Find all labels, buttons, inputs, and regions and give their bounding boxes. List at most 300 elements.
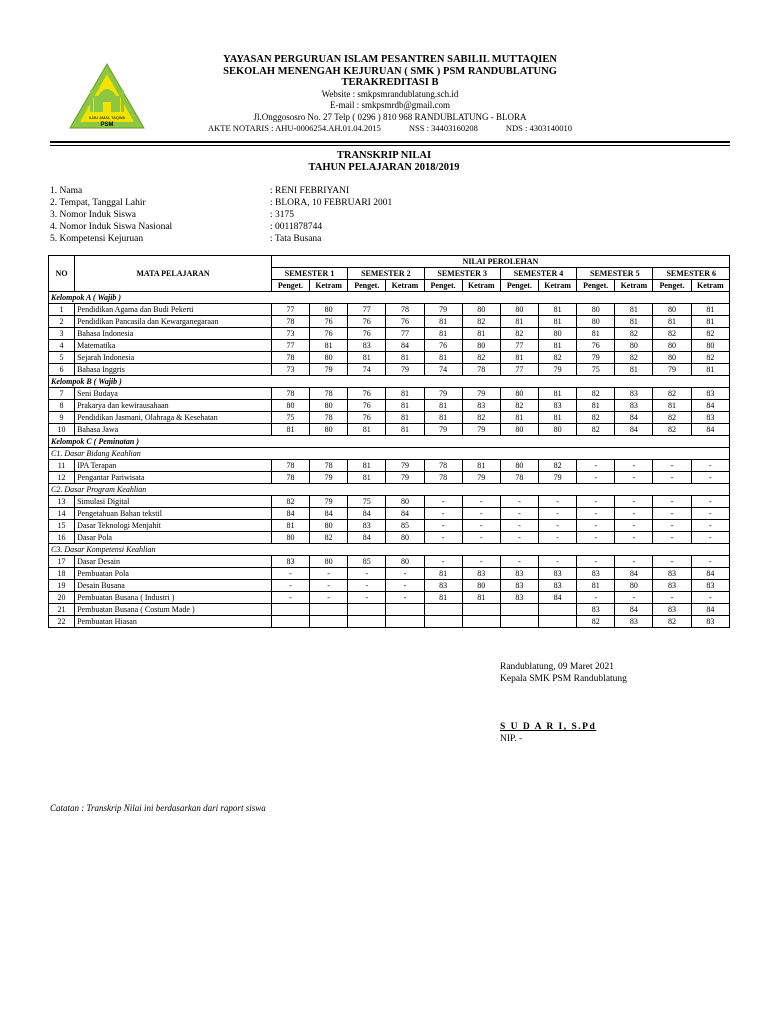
score-cell: 81 (539, 388, 577, 400)
score-cell (310, 616, 348, 628)
score-cell: - (348, 568, 386, 580)
score-cell: 74 (424, 364, 462, 376)
info-label: 2. Tempat, Tanggal Lahir (50, 198, 146, 208)
subject-name: Dasar Teknologi Menjahit (75, 520, 272, 532)
score-cell: - (310, 568, 348, 580)
table-row (49, 568, 730, 580)
score-cell: - (691, 592, 729, 604)
score-cell: - (577, 496, 615, 508)
score-cell: 78 (271, 388, 309, 400)
score-cell: 79 (539, 472, 577, 484)
score-cell (310, 604, 348, 616)
score-cell (424, 616, 462, 628)
score-cell: 83 (424, 580, 462, 592)
row-no: 8 (49, 400, 75, 412)
score-cell: 84 (691, 400, 729, 412)
score-cell: - (691, 532, 729, 544)
subject-name: Pengantar Pariwisata (75, 472, 272, 484)
row-no: 9 (49, 412, 75, 424)
score-cell: 76 (577, 340, 615, 352)
score-cell: 82 (500, 400, 538, 412)
score-cell: 77 (271, 340, 309, 352)
score-cell: 81 (424, 316, 462, 328)
score-cell: 80 (615, 580, 653, 592)
score-cell: 81 (386, 412, 424, 424)
score-cell: 74 (348, 364, 386, 376)
table-row (49, 412, 730, 424)
info-value: : 3175 (270, 210, 295, 220)
score-cell: 81 (539, 316, 577, 328)
score-cell: 84 (615, 424, 653, 436)
score-cell: 84 (386, 508, 424, 520)
score-cell: - (310, 580, 348, 592)
subject-name: Prakarya dan kewirausahaan (75, 400, 272, 412)
score-cell: 76 (310, 328, 348, 340)
score-cell: - (500, 556, 538, 568)
score-cell: 82 (310, 532, 348, 544)
score-cell: - (615, 508, 653, 520)
score-cell: 80 (577, 316, 615, 328)
info-label: 1. Nama (50, 186, 83, 196)
row-no: 17 (49, 556, 75, 568)
score-cell: 81 (691, 304, 729, 316)
score-cell: 80 (310, 304, 348, 316)
score-cell: 81 (310, 340, 348, 352)
score-cell: - (539, 520, 577, 532)
score-cell: 78 (500, 472, 538, 484)
subject-name: Seni Budaya (75, 388, 272, 400)
score-cell: 81 (386, 424, 424, 436)
score-cell: - (653, 532, 691, 544)
group-label: Kelompok A ( Wajib ) (49, 292, 730, 304)
score-cell: 75 (577, 364, 615, 376)
score-cell: 79 (424, 304, 462, 316)
score-cell: - (424, 532, 462, 544)
student-info-row (50, 185, 392, 197)
row-no: 14 (49, 508, 75, 520)
score-cell: 82 (462, 352, 500, 364)
signature-position: Kepala SMK PSM Randublatung (500, 674, 627, 684)
footnote: Catatan : Transkrip Nilai ini berdasarkan dari raport siswa (50, 803, 266, 813)
row-no: 13 (49, 496, 75, 508)
score-cell: - (691, 460, 729, 472)
score-cell: - (500, 532, 538, 544)
col-ketram: Ketram (462, 280, 500, 292)
score-cell: 76 (424, 340, 462, 352)
group-label: Kelompok C ( Peminatan ) (49, 436, 730, 448)
score-cell: 81 (424, 412, 462, 424)
score-cell: - (386, 568, 424, 580)
table-row (49, 592, 730, 604)
score-cell: 83 (539, 580, 577, 592)
score-cell: 76 (348, 400, 386, 412)
score-cell: 84 (271, 508, 309, 520)
table-row (49, 616, 730, 628)
score-cell: - (653, 460, 691, 472)
score-cell: - (577, 460, 615, 472)
score-cell: 83 (271, 556, 309, 568)
score-cell: 83 (691, 616, 729, 628)
score-cell: 83 (462, 400, 500, 412)
score-cell: 78 (462, 364, 500, 376)
score-cell: 80 (310, 424, 348, 436)
score-cell: 81 (348, 460, 386, 472)
score-cell: 82 (653, 412, 691, 424)
subject-name: Matematika (75, 340, 272, 352)
table-row (49, 604, 730, 616)
score-cell: - (500, 520, 538, 532)
score-cell: - (691, 496, 729, 508)
subject-name: Pembuatan Busana ( Costum Made ) (75, 604, 272, 616)
grades-table (48, 255, 730, 628)
subject-name: Dasar Pola (75, 532, 272, 544)
info-label: 5. Kompetensi Kejuruan (50, 234, 144, 244)
table-row (49, 304, 730, 316)
score-cell: 80 (691, 340, 729, 352)
score-cell (462, 604, 500, 616)
score-cell: 83 (348, 340, 386, 352)
score-cell: - (615, 592, 653, 604)
score-cell: 83 (691, 388, 729, 400)
score-cell: 80 (539, 424, 577, 436)
school-logo (68, 62, 146, 132)
score-cell: 82 (691, 328, 729, 340)
info-value: : 0011878744 (270, 222, 323, 232)
score-cell: 80 (386, 556, 424, 568)
score-cell: 82 (691, 352, 729, 364)
score-cell: 79 (539, 364, 577, 376)
table-row (49, 520, 730, 532)
score-cell: 84 (691, 424, 729, 436)
col-penget: Penget. (271, 280, 309, 292)
score-cell: 81 (462, 328, 500, 340)
score-cell: 77 (500, 364, 538, 376)
score-cell: 81 (691, 316, 729, 328)
score-cell: - (577, 472, 615, 484)
subject-name: Desain Busana (75, 580, 272, 592)
score-cell: - (462, 520, 500, 532)
score-cell: - (653, 496, 691, 508)
score-cell: - (577, 556, 615, 568)
subject-name: Sejarah Indonesia (75, 352, 272, 364)
row-no: 7 (49, 388, 75, 400)
score-cell: - (615, 520, 653, 532)
score-cell: 82 (615, 352, 653, 364)
logo-motto: ILMU AMAL TAQWA (88, 115, 126, 120)
score-cell: 73 (271, 328, 309, 340)
subgroup-row (49, 448, 730, 460)
score-cell (500, 604, 538, 616)
score-cell: 80 (386, 496, 424, 508)
table-row (49, 508, 730, 520)
doc-subtitle: TAHUN PELAJARAN 2018/2019 (308, 162, 460, 173)
score-cell: 79 (386, 364, 424, 376)
score-cell: - (653, 592, 691, 604)
score-cell: 80 (653, 304, 691, 316)
score-cell: 81 (462, 460, 500, 472)
score-cell: 81 (577, 580, 615, 592)
table-row (49, 472, 730, 484)
score-cell: - (310, 592, 348, 604)
score-cell: 84 (615, 568, 653, 580)
table-row (49, 400, 730, 412)
score-cell: 80 (310, 400, 348, 412)
score-cell: 79 (424, 388, 462, 400)
score-cell: 79 (462, 424, 500, 436)
score-cell: 80 (271, 532, 309, 544)
score-cell (424, 604, 462, 616)
score-cell: 84 (310, 508, 348, 520)
score-cell: 80 (462, 580, 500, 592)
table-row (49, 496, 730, 508)
score-cell: 79 (386, 460, 424, 472)
score-cell: - (462, 556, 500, 568)
table-row (49, 340, 730, 352)
score-cell: - (577, 532, 615, 544)
score-cell: 78 (271, 352, 309, 364)
col-penget: Penget. (577, 280, 615, 292)
score-cell: - (615, 460, 653, 472)
score-cell: 83 (653, 580, 691, 592)
score-cell (271, 616, 309, 628)
score-cell: 81 (653, 316, 691, 328)
score-cell (386, 604, 424, 616)
score-cell: 83 (653, 604, 691, 616)
score-cell: 84 (539, 592, 577, 604)
semester-header: SEMESTER 5 (577, 268, 653, 280)
subject-name: Bahasa Indonesia (75, 328, 272, 340)
score-cell: 82 (539, 352, 577, 364)
score-cell: 84 (348, 508, 386, 520)
col-ketram: Ketram (386, 280, 424, 292)
letterhead (160, 54, 620, 135)
score-cell: 80 (577, 304, 615, 316)
group-label: Kelompok B ( Wajib ) (49, 376, 730, 388)
score-cell: 81 (500, 412, 538, 424)
score-cell: 80 (500, 388, 538, 400)
score-cell: 85 (386, 520, 424, 532)
school-name: SEKOLAH MENENGAH KEJURUAN ( SMK ) PSM RANDUBLATUNG (223, 65, 557, 77)
score-cell: - (653, 520, 691, 532)
subgroup-label: C1. Dasar Bidang Keahlian (49, 448, 730, 460)
score-cell: 80 (462, 340, 500, 352)
row-no: 22 (49, 616, 75, 628)
score-cell: 76 (310, 316, 348, 328)
score-cell: 81 (539, 412, 577, 424)
score-cell: 81 (386, 352, 424, 364)
subject-name: Bahasa Inggris (75, 364, 272, 376)
subject-name: Pembuatan Pola (75, 568, 272, 580)
table-row (49, 424, 730, 436)
table-row (49, 328, 730, 340)
row-no: 5 (49, 352, 75, 364)
info-value: : Tata Busana (270, 234, 322, 244)
score-cell: 80 (539, 328, 577, 340)
score-cell: 81 (348, 352, 386, 364)
score-cell: 79 (424, 424, 462, 436)
address: Jl.Onggososro No. 27 Telp ( 0296 ) 810 968 RANDUBLATUNG - BLORA (253, 111, 527, 122)
score-cell: 76 (348, 388, 386, 400)
score-cell: 81 (386, 400, 424, 412)
table-row (49, 556, 730, 568)
score-cell: 81 (653, 400, 691, 412)
score-cell: - (615, 496, 653, 508)
score-cell: 81 (539, 304, 577, 316)
score-cell: 77 (348, 304, 386, 316)
score-cell: 81 (386, 388, 424, 400)
score-cell: 80 (500, 460, 538, 472)
score-cell: 83 (500, 580, 538, 592)
score-cell: 83 (577, 604, 615, 616)
row-no: 10 (49, 424, 75, 436)
score-cell: 81 (424, 400, 462, 412)
score-cell: - (615, 472, 653, 484)
score-cell: - (386, 580, 424, 592)
signature-place-date: Randublatung, 09 Maret 2021 (500, 662, 614, 672)
subject-header: MATA PELAJARAN (75, 256, 272, 292)
semester-header: SEMESTER 1 (271, 268, 347, 280)
col-penget: Penget. (500, 280, 538, 292)
score-cell: 79 (386, 472, 424, 484)
subject-name: Pendidikan Jasmani, Olahraga & Kesehatan (75, 412, 272, 424)
score-cell: - (653, 472, 691, 484)
col-penget: Penget. (348, 280, 386, 292)
score-cell: 80 (310, 352, 348, 364)
score-cell (539, 604, 577, 616)
row-no: 11 (49, 460, 75, 472)
row-no: 21 (49, 604, 75, 616)
col-penget: Penget. (653, 280, 691, 292)
score-cell: - (462, 508, 500, 520)
student-info (50, 185, 392, 245)
doc-title: TRANSKRIP NILAI (336, 150, 432, 161)
subject-name: Pendidikan Pancasila dan Kewarganegaraan (75, 316, 272, 328)
score-cell: - (424, 496, 462, 508)
row-no: 19 (49, 580, 75, 592)
student-info-row (50, 197, 392, 209)
score-cell: 82 (615, 328, 653, 340)
subject-name: Pengetahuan Bahan tekstil (75, 508, 272, 520)
score-cell: 82 (653, 424, 691, 436)
score-cell: 81 (424, 568, 462, 580)
info-label: 4. Nomor Induk Siswa Nasional (50, 222, 173, 232)
score-cell: - (539, 556, 577, 568)
semester-header: SEMESTER 3 (424, 268, 500, 280)
col-penget: Penget. (424, 280, 462, 292)
score-cell: 80 (653, 340, 691, 352)
score-cell: 81 (424, 592, 462, 604)
semester-header: SEMESTER 2 (348, 268, 424, 280)
nss: NSS : 34403160208 (408, 123, 478, 133)
website: Website : smkpsmrandublatung.sch.id (321, 88, 459, 99)
table-row (49, 460, 730, 472)
score-cell: 82 (577, 424, 615, 436)
score-cell: 80 (310, 556, 348, 568)
score-cell: 80 (310, 520, 348, 532)
subgroup-label: C3. Dasar Kompetensi Keahlian (49, 544, 730, 556)
score-cell: 76 (348, 412, 386, 424)
score-cell (386, 616, 424, 628)
row-no: 20 (49, 592, 75, 604)
score-cell: 80 (386, 532, 424, 544)
score-cell: 83 (348, 520, 386, 532)
score-cell: 82 (577, 616, 615, 628)
score-cell: 80 (653, 352, 691, 364)
score-cell: 83 (539, 400, 577, 412)
org-name: YAYASAN PERGURUAN ISLAM PESANTREN SABILIL MUTTAQIEN (223, 54, 557, 65)
score-cell: - (462, 532, 500, 544)
score-cell: 81 (424, 328, 462, 340)
score-cell: 82 (462, 412, 500, 424)
subgroup-label: C2. Dasar Program Keahlian (49, 484, 730, 496)
nds: NDS : 4303140010 (505, 123, 572, 133)
score-cell: 80 (462, 304, 500, 316)
col-ketram: Ketram (539, 280, 577, 292)
score-cell: 80 (500, 424, 538, 436)
score-cell: - (691, 520, 729, 532)
score-cell: - (691, 556, 729, 568)
score-cell: - (500, 508, 538, 520)
score-cell: 82 (271, 496, 309, 508)
score-cell: - (386, 592, 424, 604)
score-cell: 82 (462, 316, 500, 328)
signature-nip: NIP. - (500, 734, 523, 744)
score-cell: 83 (653, 568, 691, 580)
subject-name: Pembuatan Busana ( Industri ) (75, 592, 272, 604)
score-cell: 82 (653, 328, 691, 340)
score-cell: 82 (577, 412, 615, 424)
score-cell: 81 (348, 472, 386, 484)
score-cell: 81 (615, 316, 653, 328)
score-cell: 75 (348, 496, 386, 508)
score-cell: 83 (539, 568, 577, 580)
score-cell: - (653, 556, 691, 568)
table-row (49, 352, 730, 364)
score-cell: 77 (271, 304, 309, 316)
score-cell: 76 (386, 316, 424, 328)
score-cell: 78 (271, 460, 309, 472)
score-cell: 82 (539, 460, 577, 472)
score-cell: 81 (500, 352, 538, 364)
score-cell: 83 (615, 400, 653, 412)
score-cell: 80 (271, 400, 309, 412)
accreditation: TERAKREDITASI B (341, 77, 439, 88)
score-cell: 81 (462, 592, 500, 604)
akte-notaris: AKTE NOTARIS : AHU-0006254.AH.01.04.2015 (208, 123, 381, 133)
score-cell: 83 (691, 412, 729, 424)
subject-name: Dasar Desain (75, 556, 272, 568)
score-cell: 79 (310, 472, 348, 484)
score-cell: 78 (386, 304, 424, 316)
score-cell: 81 (691, 364, 729, 376)
score-cell: 82 (500, 328, 538, 340)
subject-name: Simulasi Digital (75, 496, 272, 508)
score-cell: - (691, 472, 729, 484)
score-cell: 84 (386, 340, 424, 352)
student-info-row (50, 233, 392, 245)
col-ketram: Ketram (310, 280, 348, 292)
group-row (49, 436, 730, 448)
table-row (49, 532, 730, 544)
score-cell: - (539, 508, 577, 520)
row-no: 3 (49, 328, 75, 340)
score-cell: - (577, 592, 615, 604)
score-cell: 83 (500, 592, 538, 604)
score-cell: 79 (653, 364, 691, 376)
score-cell: - (271, 568, 309, 580)
score-cell: 83 (500, 568, 538, 580)
semester-header: SEMESTER 6 (653, 268, 730, 280)
